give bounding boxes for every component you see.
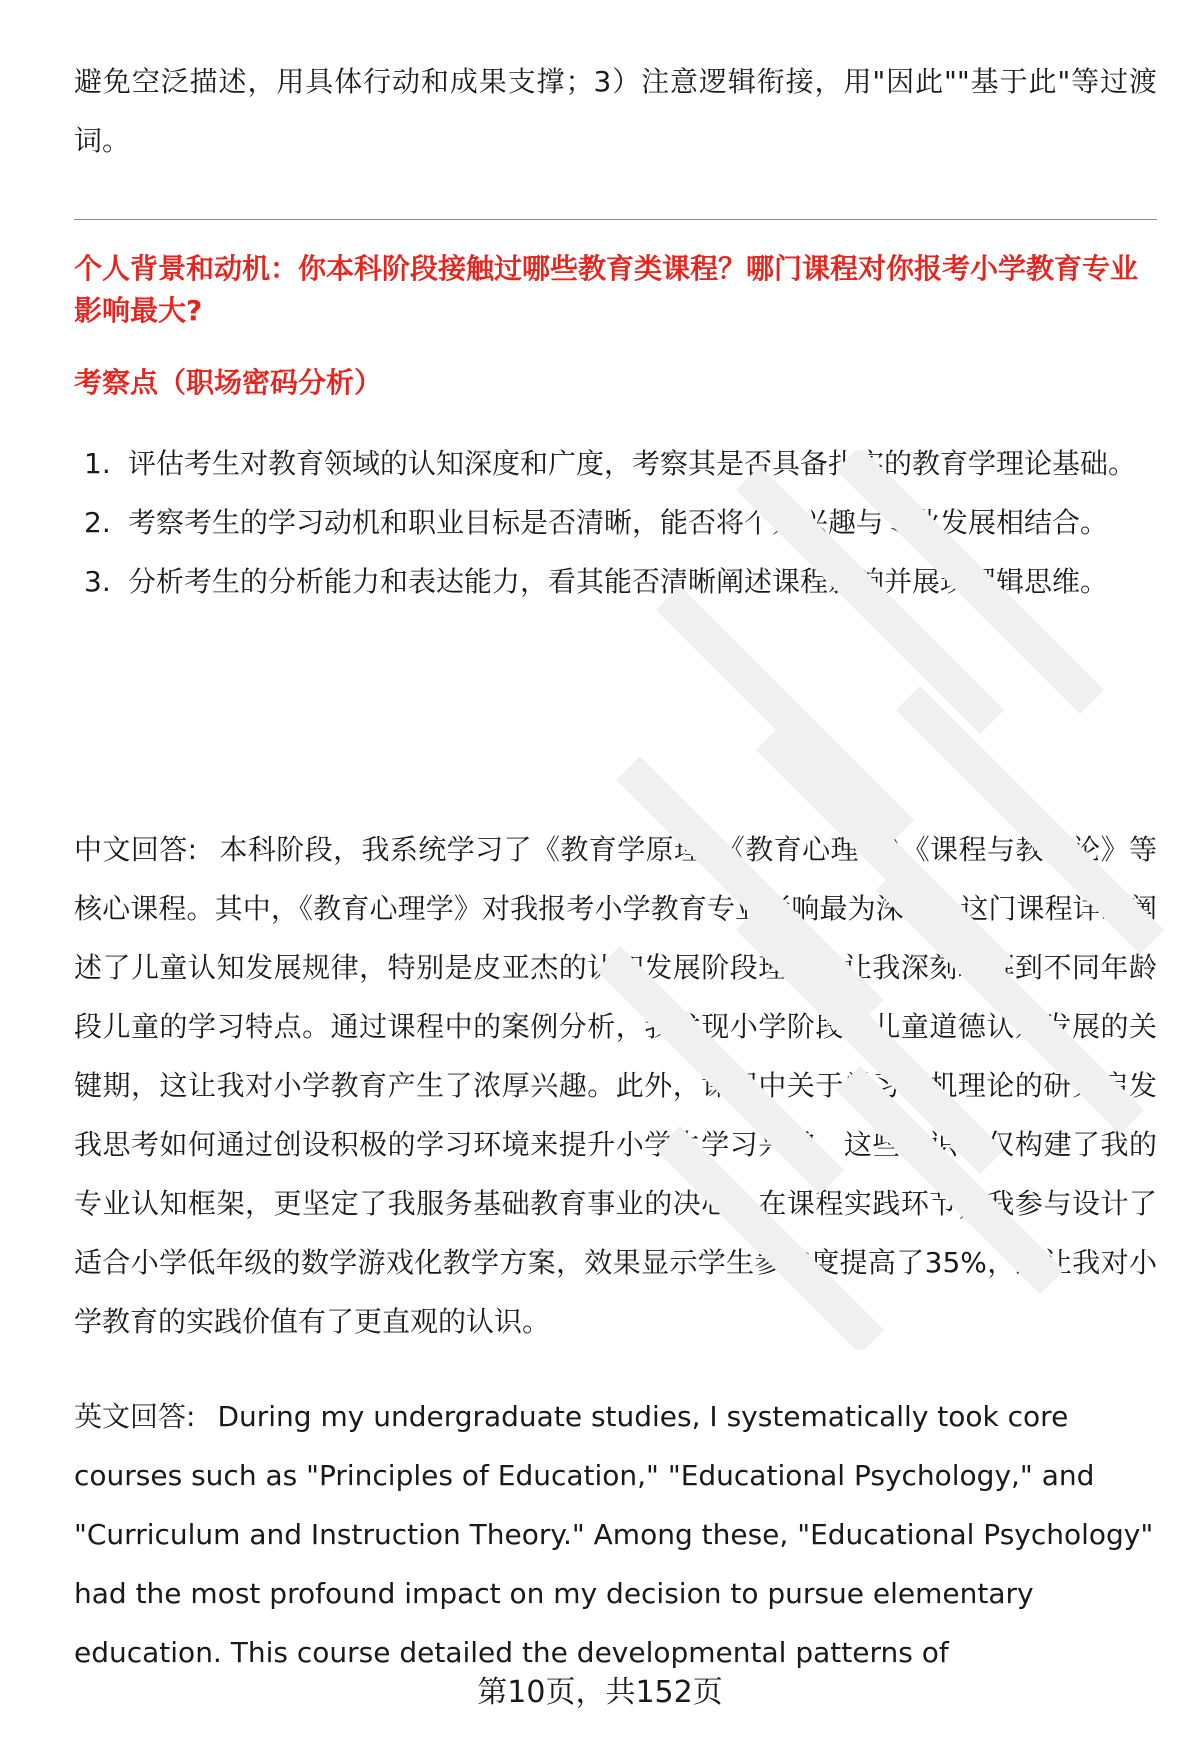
chinese-answer (74, 820, 1157, 1351)
list-item (74, 493, 1157, 552)
analysis-heading: 考察点（职场密码分析） (74, 366, 383, 399)
page-number-footer: 第10页，共152页 (477, 1675, 723, 1710)
document-page (74, 0, 1157, 1755)
list-item-text: 分析考生的分析能力和表达能力，看其能否清晰阐述课程影响并展现逻辑思维。 (128, 565, 1109, 598)
list-item-text: 评估考生对教育领域的认知深度和广度，考察其是否具备扎实的教育学理论基础。 (128, 447, 1137, 480)
english-answer-label: 英文回答: (74, 1400, 196, 1433)
question-heading: 个人背景和动机：你本科阶段接触过哪些教育类课程？哪门课程对你报考小学教育专业影响最大? (74, 252, 1139, 327)
english-answer-text: During my undergraduate studies, I systematically took core courses such as "Principles of Education," "Educational Psychology," and "Curriculum and Instruction Theory." Among these, "Educational Psychology" had the most profound impact on my decision to pursue elementary education. This course detailed the developmental patterns of (74, 1400, 1154, 1669)
list-item-number: 2. (84, 506, 111, 539)
analysis-points-list (74, 434, 1157, 611)
list-item-text: 考察考生的学习动机和职业目标是否清晰，能否将个人兴趣与专业发展相结合。 (128, 506, 1109, 539)
section-divider (74, 219, 1157, 220)
chinese-answer-label: 中文回答: (74, 833, 198, 866)
chinese-answer-text: 本科阶段，我系统学习了《教育学原理》《教育心理学》《课程与教学论》等核心课程。其中，《教育心理学》对我报考小学教育专业影响最为深远。这门课程详细阐述了儿童认知发展规律，特别是皮亚杰的认知发展阶段理论，让我深刻理解到不同年龄段儿童的学习特点。通过课程中的案例分析，我发现小学阶段是儿童道德认知发展的关键期，这让我对小学教育产生了浓厚兴趣。此外，课程中关于学习动机理论的研究启发我思考如何通过创设积极的学习环境来提升小学生学习兴趣。这些知识不仅构建了我的专业认知框架，更坚定了我服务基础教育事业的决心。在课程实践环节，我参与设计了适合小学低年级的数学游戏化教学方案，效果显示学生参与度提高了35%，这让我对小学教育的实践价值有了更直观的认识。 (74, 833, 1157, 1338)
list-item (74, 434, 1157, 493)
english-answer (74, 1387, 1157, 1682)
intro-paragraph: 避免空泛描述，用具体行动和成果支撑；3）注意逻辑衔接，用"因此""基于此"等过渡词。 (74, 65, 1157, 157)
list-item-number: 1. (84, 447, 111, 480)
list-item (74, 552, 1157, 611)
list-item-number: 3. (84, 565, 111, 598)
